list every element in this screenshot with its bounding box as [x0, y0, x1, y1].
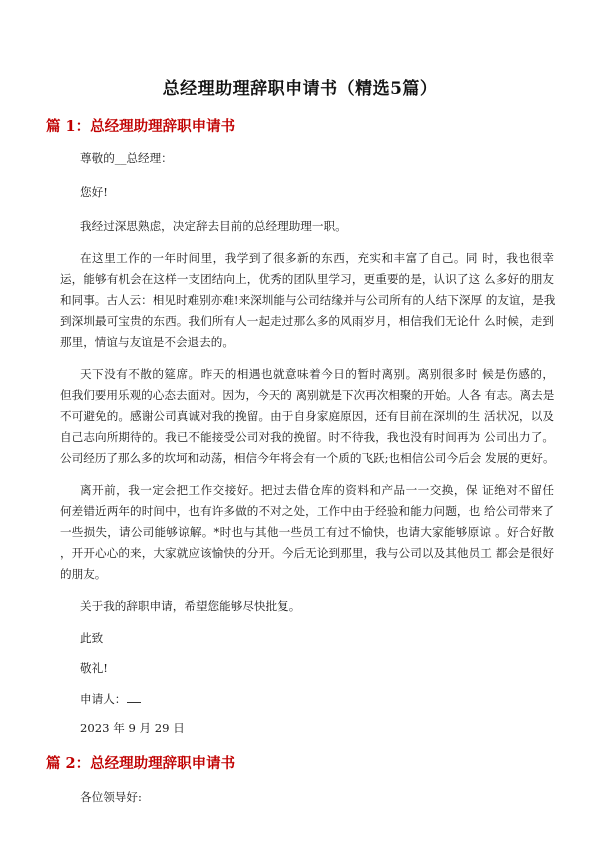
- signature-line: [80, 690, 141, 707]
- paragraph-4-line-2: 何差错近两年的时间中，也有许多做的不对之处，工作中由于经验和能力问题，也 给公司带来了: [60, 504, 554, 518]
- signature-label: 申请人：: [80, 692, 127, 706]
- paragraph-4-line-1: 离开前，我一定会把工作交接好。把过去借仓库的资料和产品一一交换，保 证绝对不留任: [80, 483, 554, 497]
- letter-date: 2023 年 9 月 29 日: [80, 721, 185, 735]
- paragraph-5-line-1: 关于我的辞职申请，希望您能够尽快批复。: [80, 599, 301, 613]
- paragraph-4-line-4: ，开开心心的来，大家就应该愉快的分开。今后无论到那里，我与公司以及其他员工 都会是很好: [60, 546, 554, 560]
- paragraph-1-line-1: 我经过深思熟虑，决定辞去目前的总经理助理一职。: [80, 219, 347, 233]
- section-2-greeting: 各位领导好:: [80, 790, 142, 804]
- paragraph-3-line-3: 不可避免的。感谢公司真诚对我的挽留。由于自身家庭原因，还有目前在深圳的生 活状况，以及: [60, 409, 554, 423]
- signature-blank: [127, 690, 141, 703]
- paragraph-4-line-5: 的朋友。: [60, 567, 107, 581]
- closing-jingli: 敬礼!: [80, 661, 108, 675]
- closing-cizhi: 此致: [80, 631, 104, 645]
- paragraph-2-line-5: 那里，情谊与友谊是不会退去的。: [60, 335, 234, 349]
- section-2-heading: 篇 2：总经理助理辞职申请书: [46, 755, 236, 772]
- paragraph-4-line-3: 一些损失，请公司能够谅解。*时也与其他一些员工有过不愉快，也请大家能够原谅 。好合好散: [60, 525, 554, 539]
- section-1-heading: 篇 1：总经理助理辞职申请书: [46, 118, 236, 135]
- paragraph-3-line-1: 天下没有不散的筵席。昨天的相遇也就意味着今日的暂时离别。离别很多时 候是伤感的，: [80, 367, 554, 381]
- paragraph-2-line-4: 到深圳最可宝贵的东西。我们所有人一起走过那么多的风雨岁月，相信我们无论什 么时候，走到: [60, 314, 554, 328]
- paragraph-3-line-5: 公司经历了那么多的坎坷和动荡，相信今年将会有一个质的飞跃;也相信公司今后会 发展的更好。: [60, 451, 555, 465]
- paragraph-2-line-1: 在这里工作的一年时间里，我学到了很多新的东西，充实和丰富了自己。同 时，我也很幸: [80, 251, 554, 265]
- letter-salutation: 您好!: [80, 185, 108, 199]
- paragraph-2-line-2: 运，能够有机会在这样一支团结向上，优秀的团队里学习，更重要的是，认识了这 么多好的朋友: [60, 272, 554, 286]
- paragraph-3-line-4: 自己志向所期待的。我已不能接受公司对我的挽留。时不待我，我也没有时间再为 公司出力了。: [60, 430, 554, 444]
- paragraph-3-line-2: 但我们要用乐观的心态去面对。因为，今天的 离别就是下次再次相聚的开始。人各 有志。离去是: [60, 388, 555, 402]
- paragraph-2-line-3: 和同事。古人云：相见时难别亦难!来深圳能与公司结缘并与公司所有的人结下深厚 的友谊，是我: [60, 293, 556, 307]
- document-title: 总经理助理辞职申请书（精选5篇）: [162, 79, 438, 99]
- letter-greeting: 尊敬的__总经理：: [80, 151, 173, 165]
